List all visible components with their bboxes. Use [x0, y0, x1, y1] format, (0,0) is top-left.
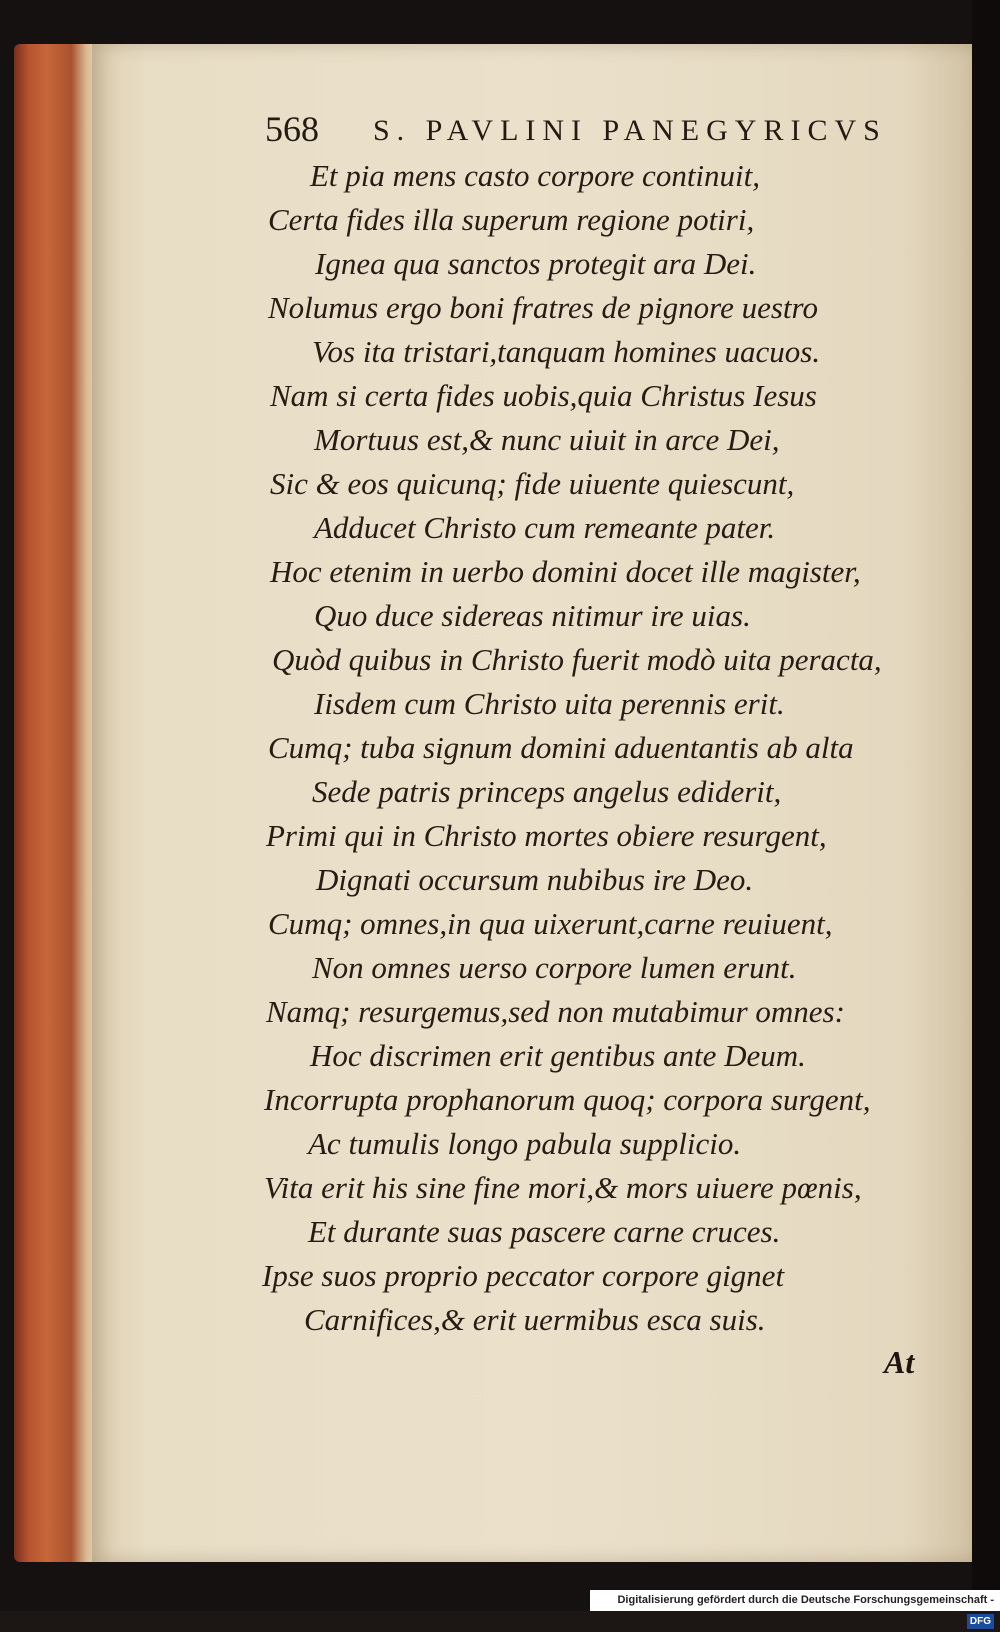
- verse-line: Incorrupta prophanorum quoq; corpora surgent,: [264, 1082, 871, 1117]
- verse-line: Sede patris princeps angelus ediderit,: [312, 774, 782, 809]
- verse-line: Carnifices,& erit uermibus esca suis.: [304, 1302, 766, 1337]
- verse-line: Nam si certa fides uobis,quia Christus Iesus: [270, 378, 817, 413]
- verse-line: Mortuus est,& nunc uiuit in arce Dei,: [314, 422, 780, 457]
- verse-line: Non omnes uerso corpore lumen erunt.: [312, 950, 797, 985]
- verse-line: Hoc discrimen erit gentibus ante Deum.: [310, 1038, 806, 1073]
- verse-line: Dignati occursum nubibus ire Deo.: [316, 862, 754, 897]
- digitization-credit: [590, 1590, 1000, 1627]
- verse-line: Ignea qua sanctos protegit ara Dei.: [315, 246, 757, 281]
- verse-line: Hoc etenim in uerbo domini docet ille magister,: [270, 554, 861, 589]
- verse-line: Quòd quibus in Christo fuerit modò uita peracta,: [272, 642, 882, 677]
- verse-line: Vita erit his sine fine mori,& mors uiuere pœnis,: [264, 1170, 862, 1205]
- verse-line: Iisdem cum Christo uita perennis erit.: [314, 686, 785, 721]
- verse-line: Vos ita tristari,tanquam homines uacuos.: [312, 334, 821, 369]
- page-number: 568: [265, 109, 319, 149]
- verse-line: Primi qui in Christo mortes obiere resurgent,: [266, 818, 827, 853]
- credit-text: Digitalisierung gefördert durch die Deutsche Forschungsgemeinschaft -: [617, 1594, 994, 1606]
- verse-line: Et pia mens casto corpore continuit,: [310, 158, 761, 193]
- verse-line: Sic & eos quicunq; fide uiuente quiescunt,: [270, 466, 795, 501]
- verse-line: Et durante suas pascere carne cruces.: [308, 1214, 781, 1249]
- verse-line: Ac tumulis longo pabula supplicio.: [308, 1126, 742, 1161]
- verse-line: Quo duce sidereas nitimur ire uias.: [314, 598, 751, 633]
- dfg-logo: DFG: [967, 1614, 994, 1629]
- verse-line: Certa fides illa superum regione potiri,: [268, 202, 755, 237]
- verse-line: Adducet Christo cum remeante pater.: [314, 510, 776, 545]
- verse-line: Ipse suos proprio peccator corpore gignet: [262, 1258, 785, 1293]
- verse-line: Nolumus ergo boni fratres de pignore uestro: [268, 290, 818, 325]
- running-title: S. PAVLINI PANEGYRICVS: [373, 114, 887, 147]
- catchword: At: [884, 1344, 915, 1380]
- verse-line: Cumq; omnes,in qua uixerunt,carne reuiuent,: [268, 906, 833, 941]
- verse-line: Namq; resurgemus,sed non mutabimur omnes:: [266, 994, 845, 1029]
- verse-line: Cumq; tuba signum domini aduentantis ab alta: [268, 730, 854, 765]
